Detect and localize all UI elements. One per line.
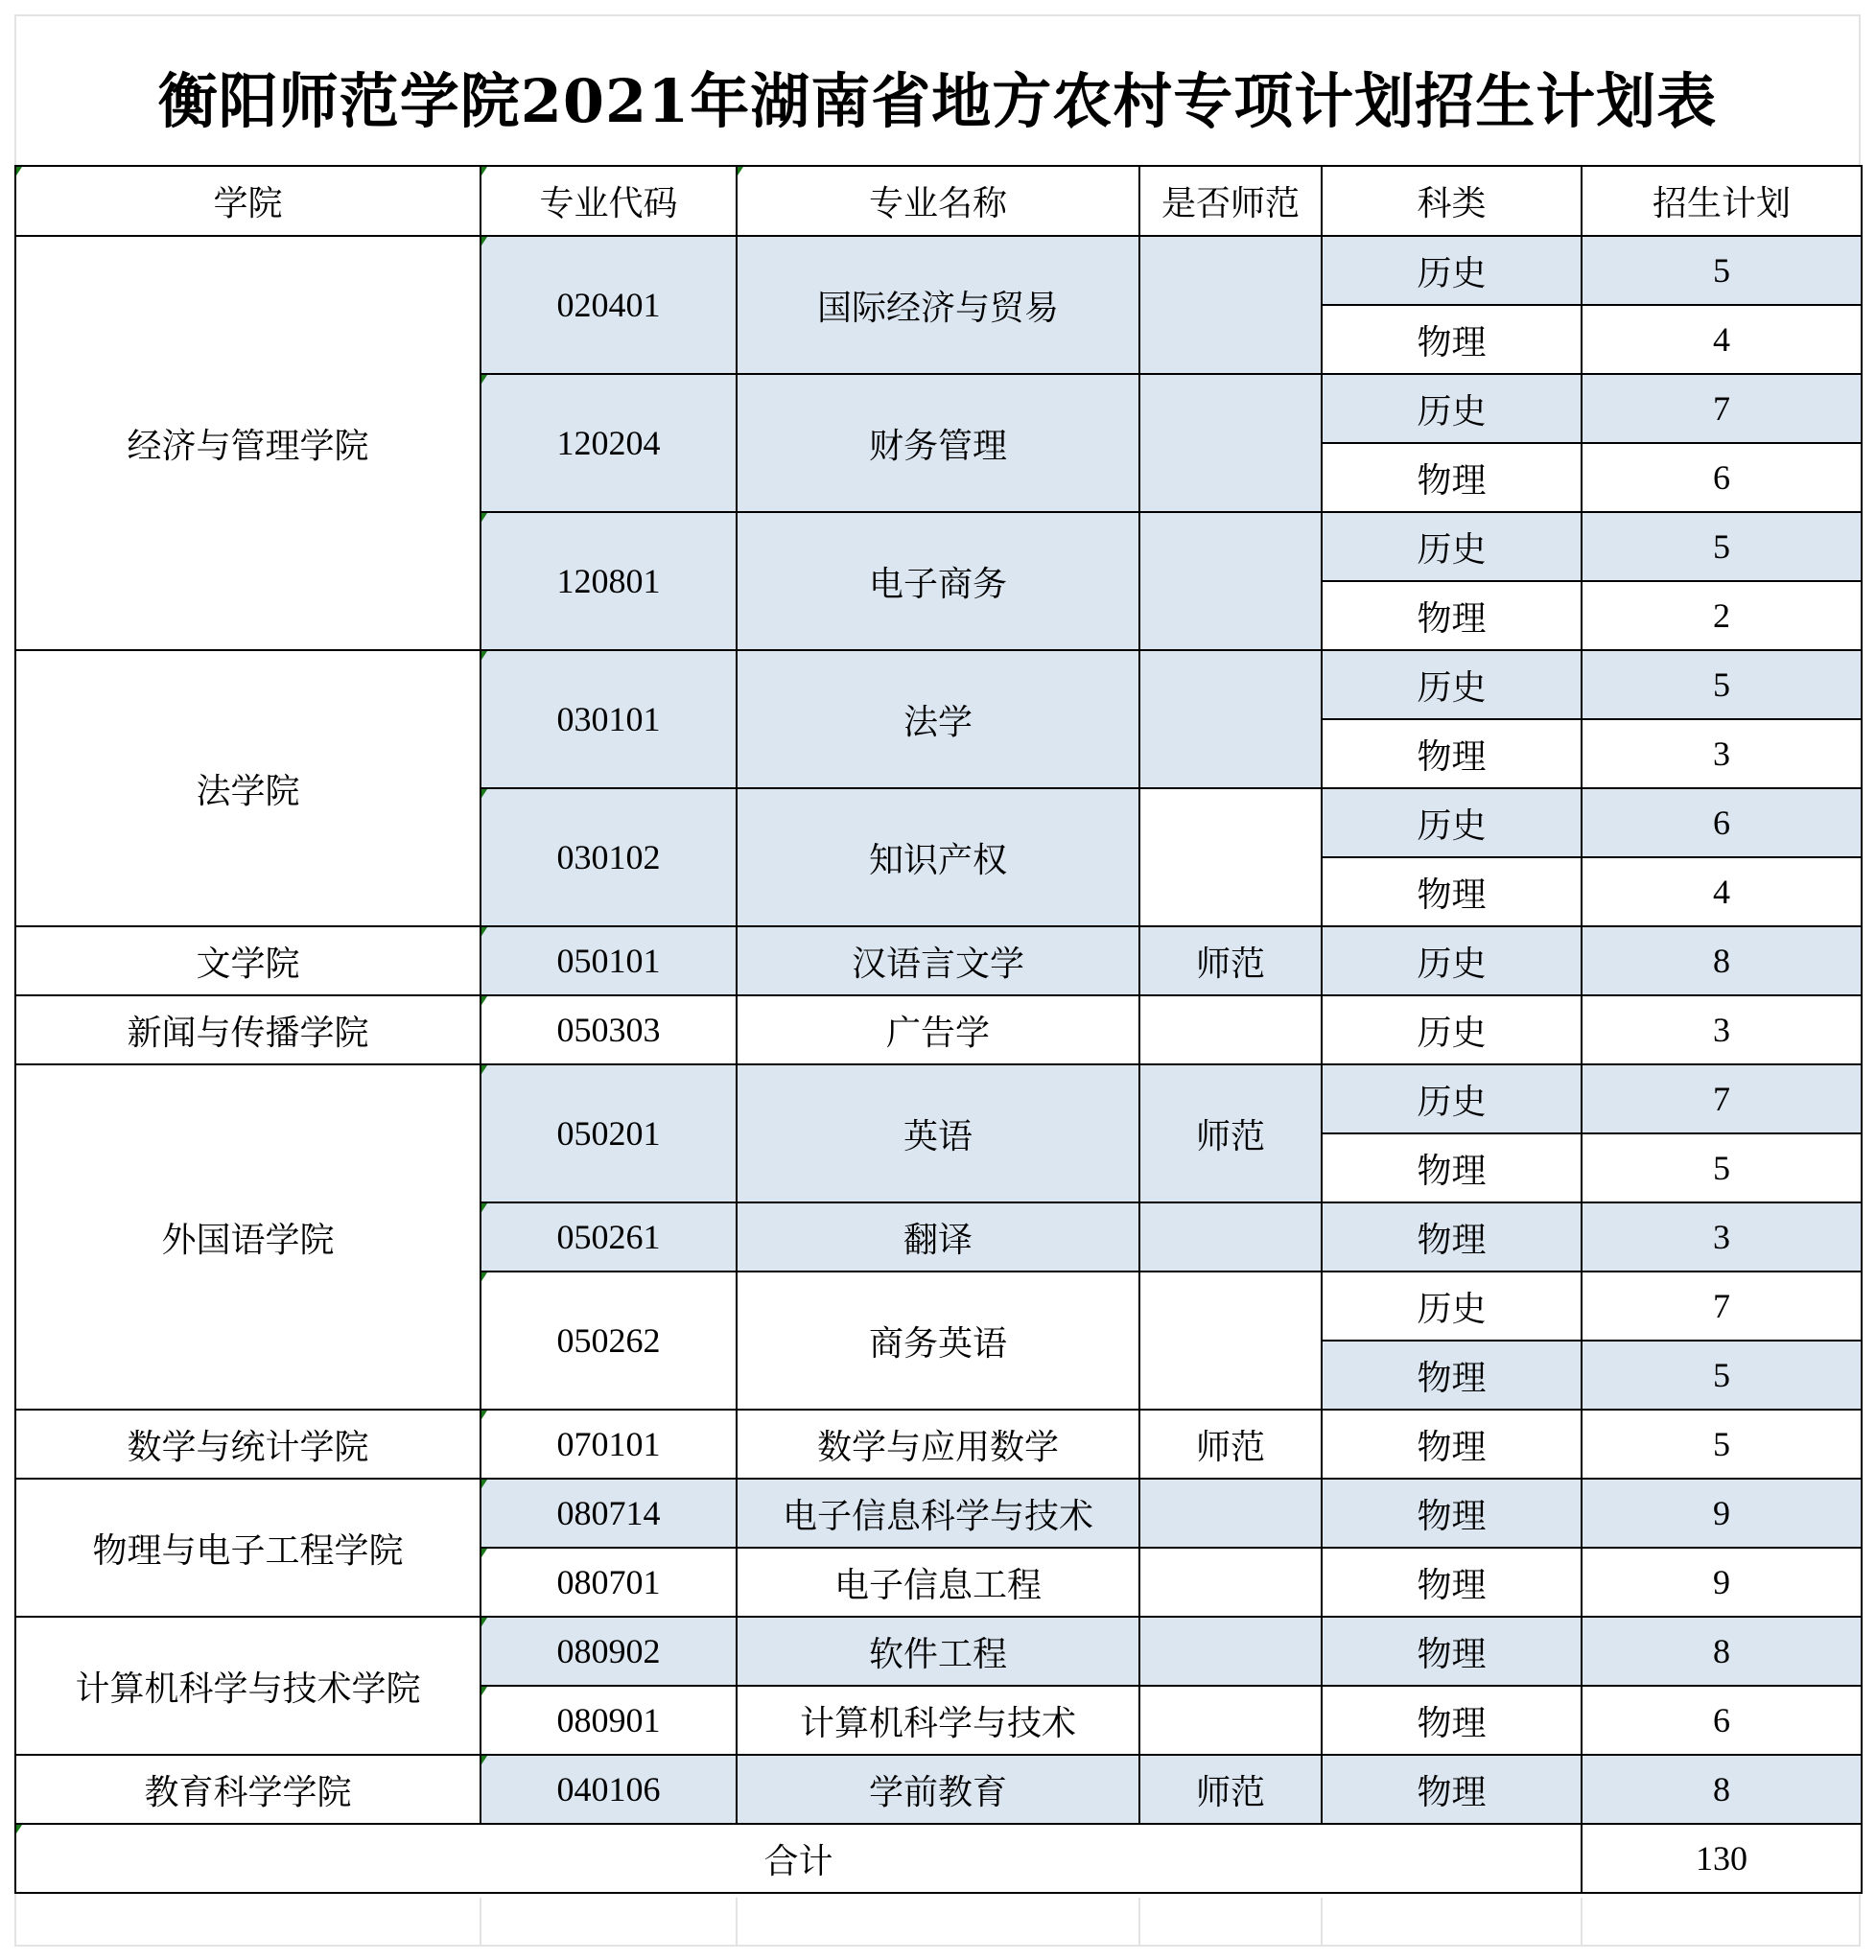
subject-cell[interactable]: 物理 bbox=[1322, 1133, 1582, 1202]
subject-cell[interactable]: 历史 bbox=[1322, 374, 1582, 443]
major-code-cell[interactable]: 030102 bbox=[481, 788, 737, 926]
plan-cell[interactable]: 5 bbox=[1582, 650, 1862, 719]
plan-cell[interactable]: 3 bbox=[1582, 719, 1862, 788]
major-code-cell[interactable]: 080901 bbox=[481, 1686, 737, 1755]
plan-cell[interactable]: 6 bbox=[1582, 788, 1862, 857]
college-cell[interactable]: 教育科学学院 bbox=[15, 1755, 481, 1824]
header-college[interactable]: 学院 bbox=[15, 166, 481, 236]
major-name-cell[interactable]: 翻译 bbox=[737, 1202, 1139, 1272]
empty-grid-row bbox=[14, 1898, 1861, 1947]
is-normal-cell[interactable] bbox=[1139, 1548, 1322, 1617]
major-code-cell[interactable]: 080701 bbox=[481, 1548, 737, 1617]
subject-cell[interactable]: 物理 bbox=[1322, 719, 1582, 788]
plan-cell[interactable]: 4 bbox=[1582, 305, 1862, 374]
is-normal-cell[interactable] bbox=[1139, 1272, 1322, 1410]
major-name-cell[interactable]: 电子信息科学与技术 bbox=[737, 1479, 1139, 1548]
major-name-cell[interactable]: 财务管理 bbox=[737, 374, 1139, 512]
major-name-cell[interactable]: 英语 bbox=[737, 1064, 1139, 1202]
subject-cell[interactable]: 物理 bbox=[1322, 443, 1582, 512]
subject-cell[interactable]: 历史 bbox=[1322, 512, 1582, 581]
major-code-cell[interactable]: 050261 bbox=[481, 1202, 737, 1272]
plan-cell[interactable]: 6 bbox=[1582, 443, 1862, 512]
plan-cell[interactable]: 3 bbox=[1582, 1202, 1862, 1272]
subject-cell[interactable]: 物理 bbox=[1322, 1686, 1582, 1755]
college-cell[interactable]: 文学院 bbox=[15, 926, 481, 995]
grid-line bbox=[480, 1898, 481, 1947]
table-row bbox=[15, 1617, 1862, 1686]
major-code-cell[interactable]: 050101 bbox=[481, 926, 737, 995]
subject-cell[interactable]: 物理 bbox=[1322, 1410, 1582, 1479]
college-cell[interactable]: 数学与统计学院 bbox=[15, 1410, 481, 1479]
subject-cell[interactable]: 物理 bbox=[1322, 1617, 1582, 1686]
subject-cell[interactable]: 历史 bbox=[1322, 1272, 1582, 1341]
plan-cell[interactable]: 3 bbox=[1582, 995, 1862, 1064]
plan-cell[interactable]: 5 bbox=[1582, 236, 1862, 305]
major-name-cell[interactable]: 数学与应用数学 bbox=[737, 1410, 1139, 1479]
plan-cell[interactable]: 9 bbox=[1582, 1548, 1862, 1617]
total-value-cell[interactable]: 130 bbox=[1582, 1824, 1862, 1893]
major-name-cell[interactable]: 国际经济与贸易 bbox=[737, 236, 1139, 374]
is-normal-cell[interactable] bbox=[1139, 512, 1322, 650]
is-normal-cell[interactable] bbox=[1139, 374, 1322, 512]
header-row bbox=[15, 166, 1862, 236]
major-name-cell[interactable]: 知识产权 bbox=[737, 788, 1139, 926]
subject-cell[interactable]: 物理 bbox=[1322, 1548, 1582, 1617]
subject-cell[interactable]: 物理 bbox=[1322, 1202, 1582, 1272]
major-name-cell[interactable]: 计算机科学与技术 bbox=[737, 1686, 1139, 1755]
major-name-cell[interactable]: 汉语言文学 bbox=[737, 926, 1139, 995]
major-name-cell[interactable]: 电子商务 bbox=[737, 512, 1139, 650]
college-cell[interactable]: 物理与电子工程学院 bbox=[15, 1479, 481, 1617]
plan-cell[interactable]: 9 bbox=[1582, 1479, 1862, 1548]
major-name-cell[interactable]: 法学 bbox=[737, 650, 1139, 788]
is-normal-cell[interactable] bbox=[1139, 650, 1322, 788]
header-major-code[interactable]: 专业代码 bbox=[481, 166, 737, 236]
major-code-cell[interactable]: 080714 bbox=[481, 1479, 737, 1548]
enrollment-plan-table bbox=[14, 165, 1863, 1894]
major-code-cell[interactable]: 020401 bbox=[481, 236, 737, 374]
major-code-cell[interactable]: 050262 bbox=[481, 1272, 737, 1410]
major-code-cell[interactable]: 030101 bbox=[481, 650, 737, 788]
plan-cell[interactable]: 5 bbox=[1582, 1341, 1862, 1410]
table-row bbox=[15, 1755, 1862, 1824]
plan-cell[interactable]: 8 bbox=[1582, 1617, 1862, 1686]
college-cell[interactable]: 外国语学院 bbox=[15, 1064, 481, 1410]
table-row bbox=[15, 236, 1862, 305]
major-code-cell[interactable]: 050303 bbox=[481, 995, 737, 1064]
major-name-cell[interactable]: 广告学 bbox=[737, 995, 1139, 1064]
subject-cell[interactable]: 物理 bbox=[1322, 1479, 1582, 1548]
header-major-name[interactable]: 专业名称 bbox=[737, 166, 1139, 236]
table-row bbox=[15, 1479, 1862, 1548]
subject-cell[interactable]: 历史 bbox=[1322, 650, 1582, 719]
table-row bbox=[15, 1410, 1862, 1479]
subject-cell[interactable]: 物理 bbox=[1322, 1341, 1582, 1410]
total-label-cell[interactable]: 合计 bbox=[15, 1824, 1582, 1893]
major-code-cell[interactable]: 070101 bbox=[481, 1410, 737, 1479]
table-row bbox=[15, 995, 1862, 1064]
subject-cell[interactable]: 物理 bbox=[1322, 581, 1582, 650]
plan-cell[interactable]: 5 bbox=[1582, 512, 1862, 581]
is-normal-cell[interactable] bbox=[1139, 1617, 1322, 1686]
is-normal-cell[interactable] bbox=[1139, 236, 1322, 374]
table-row bbox=[15, 1064, 1862, 1133]
table-row bbox=[15, 650, 1862, 719]
table-row bbox=[15, 926, 1862, 995]
header-plan[interactable]: 招生计划 bbox=[1582, 166, 1862, 236]
is-normal-cell[interactable]: 师范 bbox=[1139, 1410, 1322, 1479]
subject-cell[interactable]: 历史 bbox=[1322, 236, 1582, 305]
college-cell[interactable]: 新闻与传播学院 bbox=[15, 995, 481, 1064]
is-normal-cell[interactable] bbox=[1139, 1202, 1322, 1272]
subject-cell[interactable]: 历史 bbox=[1322, 788, 1582, 857]
is-normal-cell[interactable] bbox=[1139, 1479, 1322, 1548]
is-normal-cell[interactable] bbox=[1139, 788, 1322, 926]
subject-cell[interactable]: 物理 bbox=[1322, 857, 1582, 926]
grid-line bbox=[1581, 1898, 1583, 1947]
plan-cell[interactable]: 8 bbox=[1582, 1755, 1862, 1824]
subject-cell[interactable]: 历史 bbox=[1322, 926, 1582, 995]
plan-cell[interactable]: 6 bbox=[1582, 1686, 1862, 1755]
is-normal-cell[interactable] bbox=[1139, 995, 1322, 1064]
plan-cell[interactable]: 8 bbox=[1582, 926, 1862, 995]
plan-cell[interactable]: 5 bbox=[1582, 1410, 1862, 1479]
is-normal-cell[interactable]: 师范 bbox=[1139, 1755, 1322, 1824]
plan-cell[interactable]: 7 bbox=[1582, 1064, 1862, 1133]
college-cell[interactable]: 法学院 bbox=[15, 650, 481, 926]
major-code-cell[interactable]: 080902 bbox=[481, 1617, 737, 1686]
grid-line bbox=[1321, 1898, 1323, 1947]
college-cell[interactable]: 经济与管理学院 bbox=[15, 236, 481, 650]
subject-cell[interactable]: 历史 bbox=[1322, 1064, 1582, 1133]
major-code-cell[interactable]: 040106 bbox=[481, 1755, 737, 1824]
major-name-cell[interactable]: 软件工程 bbox=[737, 1617, 1139, 1686]
total-row bbox=[15, 1824, 1862, 1893]
header-subject[interactable]: 科类 bbox=[1322, 166, 1582, 236]
grid-line bbox=[1138, 1898, 1140, 1947]
subject-cell[interactable]: 物理 bbox=[1322, 305, 1582, 374]
plan-cell[interactable]: 7 bbox=[1582, 1272, 1862, 1341]
major-name-cell[interactable]: 商务英语 bbox=[737, 1272, 1139, 1410]
major-name-cell[interactable]: 电子信息工程 bbox=[737, 1548, 1139, 1617]
grid-line bbox=[736, 1898, 738, 1947]
plan-cell[interactable]: 5 bbox=[1582, 1133, 1862, 1202]
college-cell[interactable]: 计算机科学与技术学院 bbox=[15, 1617, 481, 1755]
subject-cell[interactable]: 历史 bbox=[1322, 995, 1582, 1064]
major-name-cell[interactable]: 学前教育 bbox=[737, 1755, 1139, 1824]
is-normal-cell[interactable]: 师范 bbox=[1139, 926, 1322, 995]
page-title: 衡阳师范学院2021年湖南省地方农村专项计划招生计划表 bbox=[157, 65, 1718, 136]
subject-cell[interactable]: 物理 bbox=[1322, 1755, 1582, 1824]
plan-cell[interactable]: 7 bbox=[1582, 374, 1862, 443]
header-is-normal[interactable]: 是否师范 bbox=[1139, 166, 1322, 236]
plan-cell[interactable]: 2 bbox=[1582, 581, 1862, 650]
is-normal-cell[interactable]: 师范 bbox=[1139, 1064, 1322, 1202]
is-normal-cell[interactable] bbox=[1139, 1686, 1322, 1755]
major-code-cell[interactable]: 050201 bbox=[481, 1064, 737, 1202]
major-code-cell[interactable]: 120801 bbox=[481, 512, 737, 650]
plan-cell[interactable]: 4 bbox=[1582, 857, 1862, 926]
major-code-cell[interactable]: 120204 bbox=[481, 374, 737, 512]
